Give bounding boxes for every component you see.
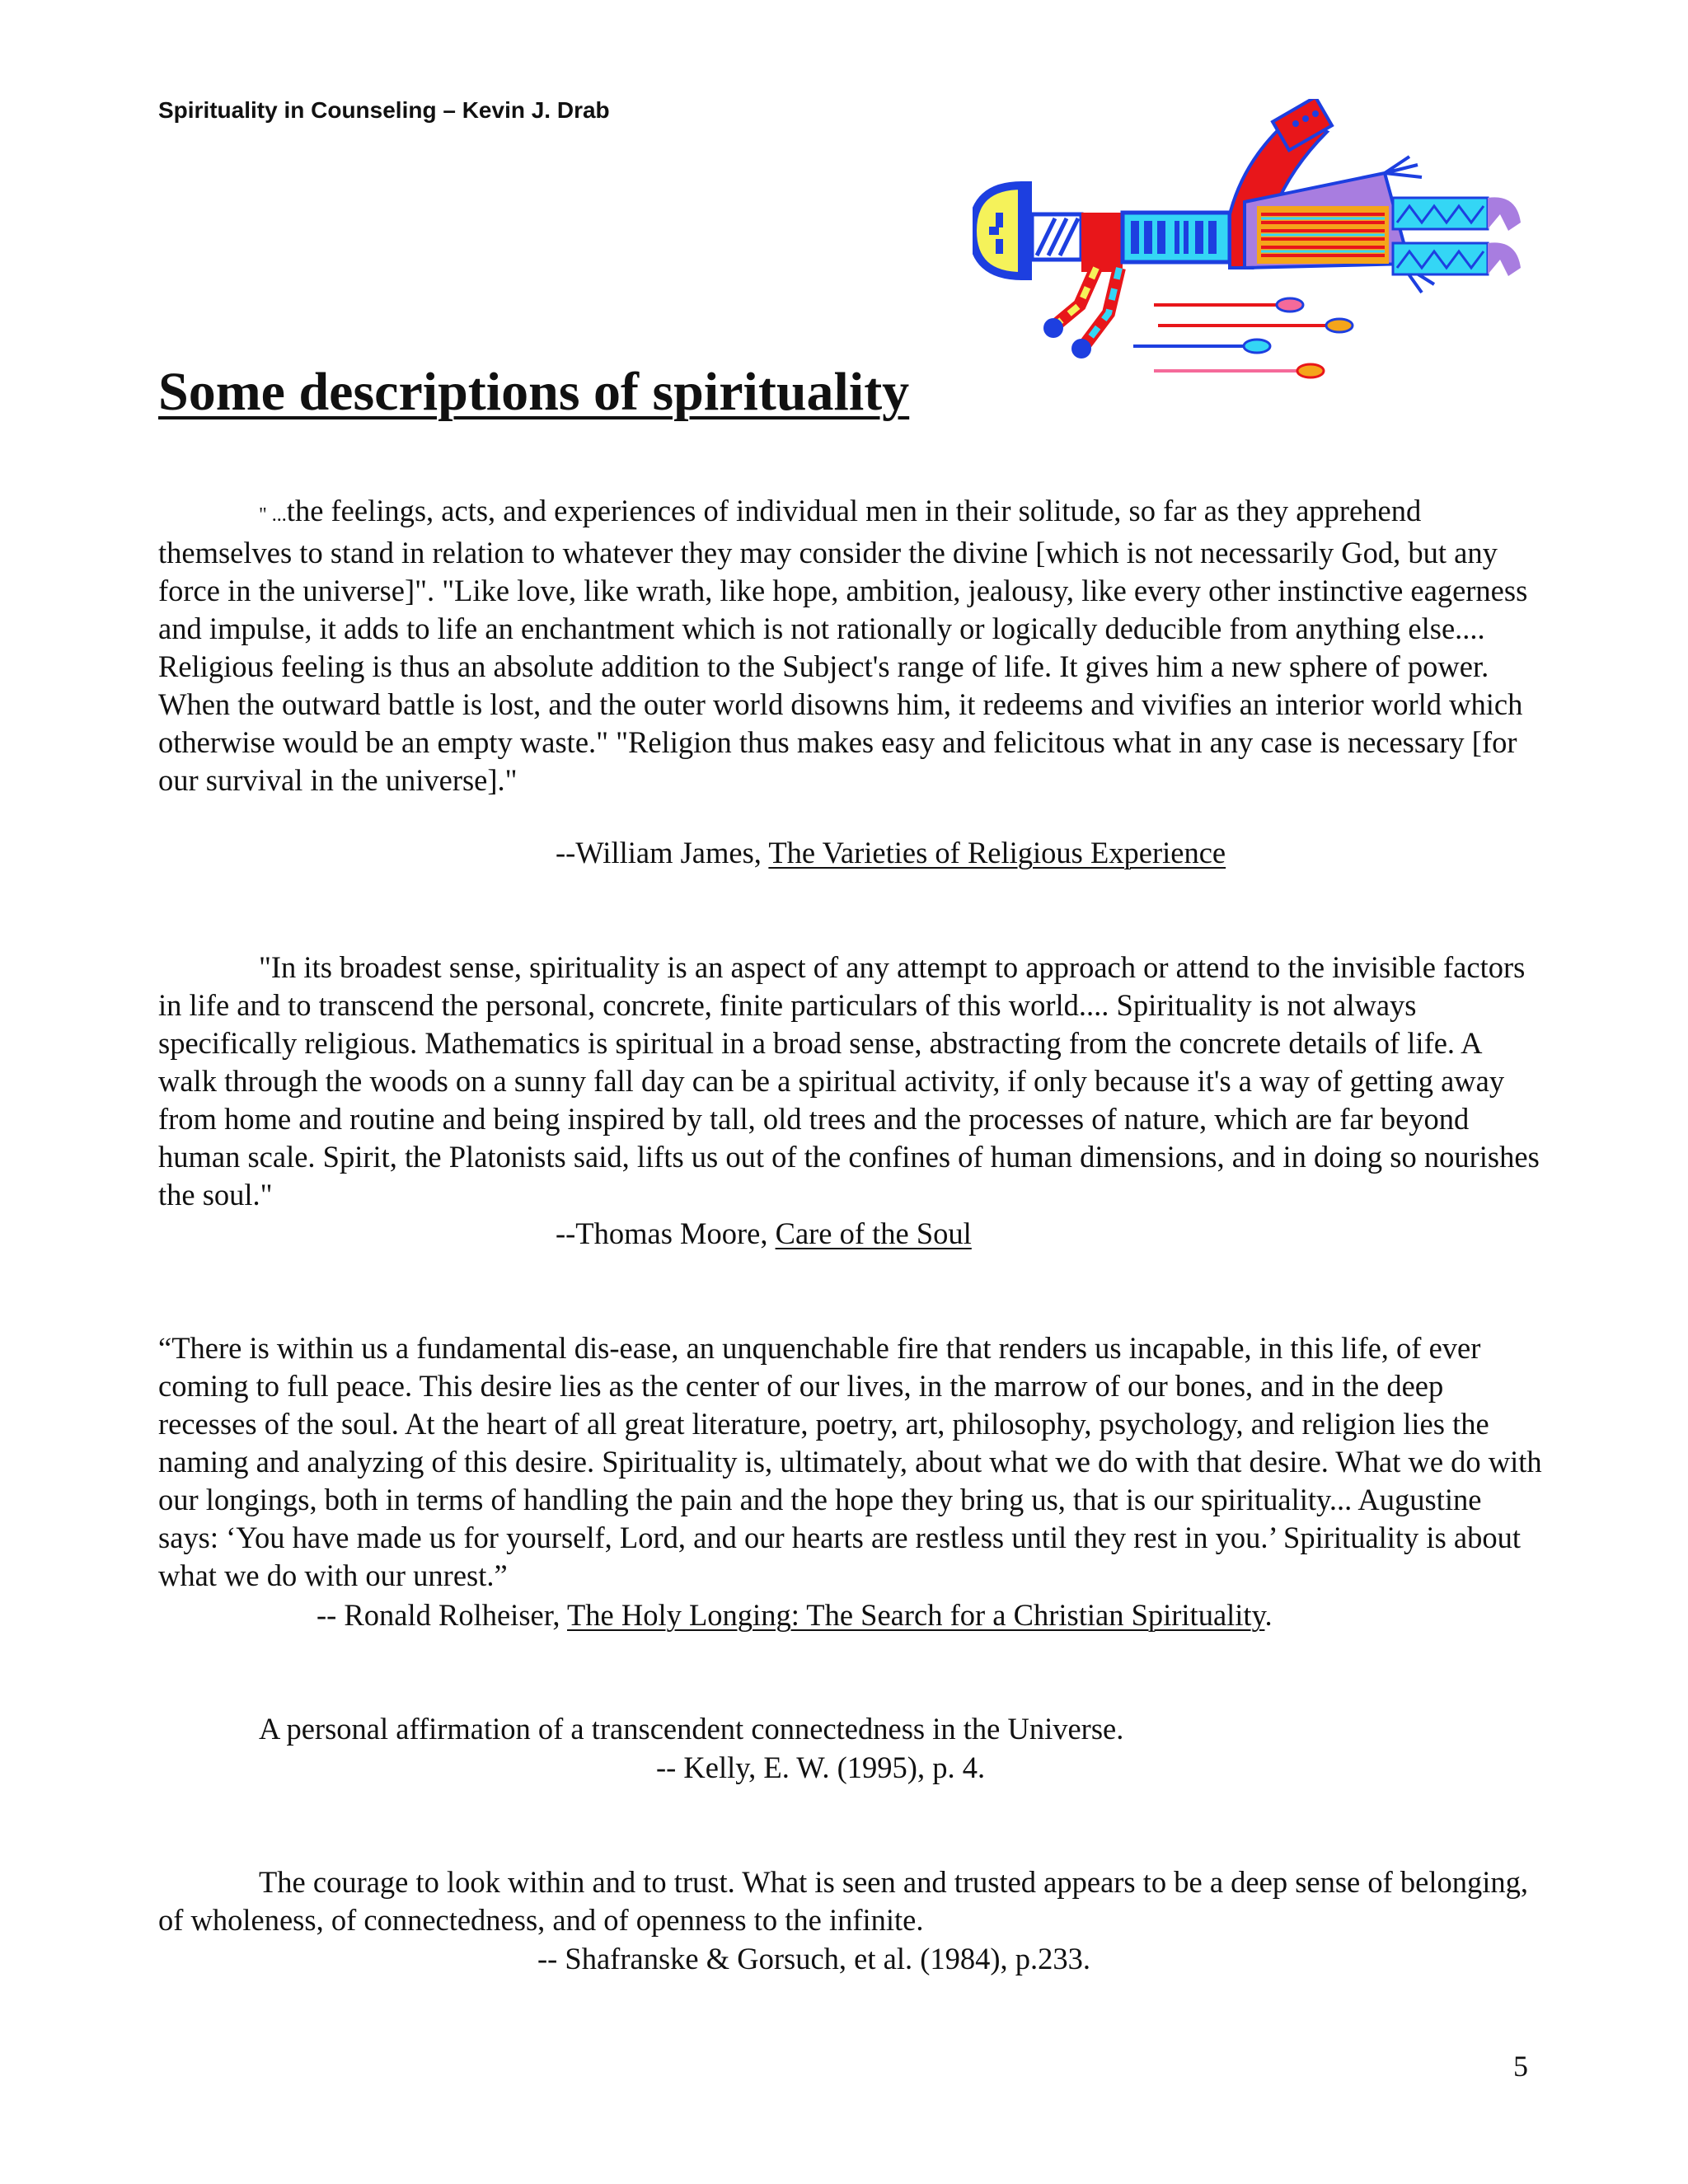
running-header: Spirituality in Counseling – Kevin J. Drab [158,97,610,123]
attribution-author: --Thomas Moore, [556,1216,776,1250]
attribution-ronald-rolheiser [316,1596,1273,1634]
attribution-work: Care of the Soul [775,1216,972,1250]
attribution-work: The Holy Longing: The Search for a Christian Spirituality [567,1598,1265,1632]
quote-text: “There is within us a fundamental dis-ease, an unquenchable fire that renders us incapable, in this life, of ever coming to full peace. This desire lies as the center of our lives, in the marrow of our bones, and in the deep recesses of the soul. At the heart of all great literature, poetry, art, philosophy, psychology, and religion lies the naming and analyzing of this desire. Spirituality is, ultimately, about what we do with that desire. What we do with our longings, both in terms of handling the pain and the hope they bring us, that is our spirituality... Augustine says: ‘You have made us for yourself, Lord, and our hearts are restless until they rest in you.’ Spirituality is about what we do with our unrest.” [158,1331,1542,1592]
quote-william-james [158,492,1543,799]
figure-arrows [1133,298,1353,377]
quote-kelly [158,1710,1543,1748]
figure-head [973,181,1032,280]
figure-illustration [973,99,1533,387]
quote-text: "In its broadest sense, spirituality is an aspect of any attempt to approach or attend to the invisible factors in life and to transcend the personal, concrete, finite particulars of this world.... Spirituality is not always specifically religious. Mathematics is spiritual in a broad sense, abstracting from the concrete details of life. A walk through the woods on a sunny fall day can be a spiritual activity, if only because it's a way of getting away from home and routine and being inspired by tall, old trees and the processes of nature, which are far beyond human scale. Spirit, the Platonists said, lifts us out of the confines of human dimensions, and in doing so nourishes the soul." [158,950,1540,1212]
attribution-author: -- Kelly, E. W. (1995), p. 4. [656,1750,986,1784]
attribution-shafranske-gorsuch [537,1940,1090,1978]
attribution-after: . [1264,1598,1273,1632]
figure-front-legs [1043,268,1119,359]
page-title: Some descriptions of spirituality [158,362,910,422]
attribution-kelly [656,1749,985,1787]
quote-text: the feelings, acts, and experiences of individual men in their solitude, so far as they apprehend themselves to stand in relation to whatever they may consider the divine [which is not necessarily God, but any force in the universe]". "Like love, like wrath, like hope, ambition, jealousy, like every other instinctive eagerness and impulse, it adds to life an enchantment which is not rationally or logically deducible from anything else.... Religious feeling is thus an absolute addition to the Subject's range of life. It gives him a new sphere of power. When the outward battle is lost, and the outer world disowns him, it redeems and vivifies an interior world which otherwise would be an empty waste." "Religion thus makes easy and felicitous what in any case is necessary [for our survival in the universe]." [158,494,1528,797]
quote-thomas-moore [158,949,1543,1214]
quote-text: The courage to look within and to trust. What is seen and trusted appears to be a deep sense of belonging, of wholeness, of connectedness, and of openness to the infinite. [158,1865,1529,1937]
attribution-author: --William James, [556,836,769,869]
attribution-william-james [556,834,1226,872]
attribution-thomas-moore [556,1215,972,1253]
attribution-author: -- Ronald Rolheiser, [316,1598,568,1632]
attribution-work: The Varieties of Religious Experience [768,836,1226,869]
figure-body [1032,99,1438,293]
quote-shafranske-gorsuch [158,1863,1543,1939]
attribution-author: -- Shafranske & Gorsuch, et al. (1984), p.233. [537,1942,1091,1975]
figure-back-legs [1393,197,1521,276]
quote-text: A personal affirmation of a transcendent connectedness in the Universe. [259,1712,1124,1746]
page-number: 5 [1513,2050,1528,2083]
quote-lead: " ... [259,504,287,526]
quote-ronald-rolheiser [158,1329,1543,1595]
